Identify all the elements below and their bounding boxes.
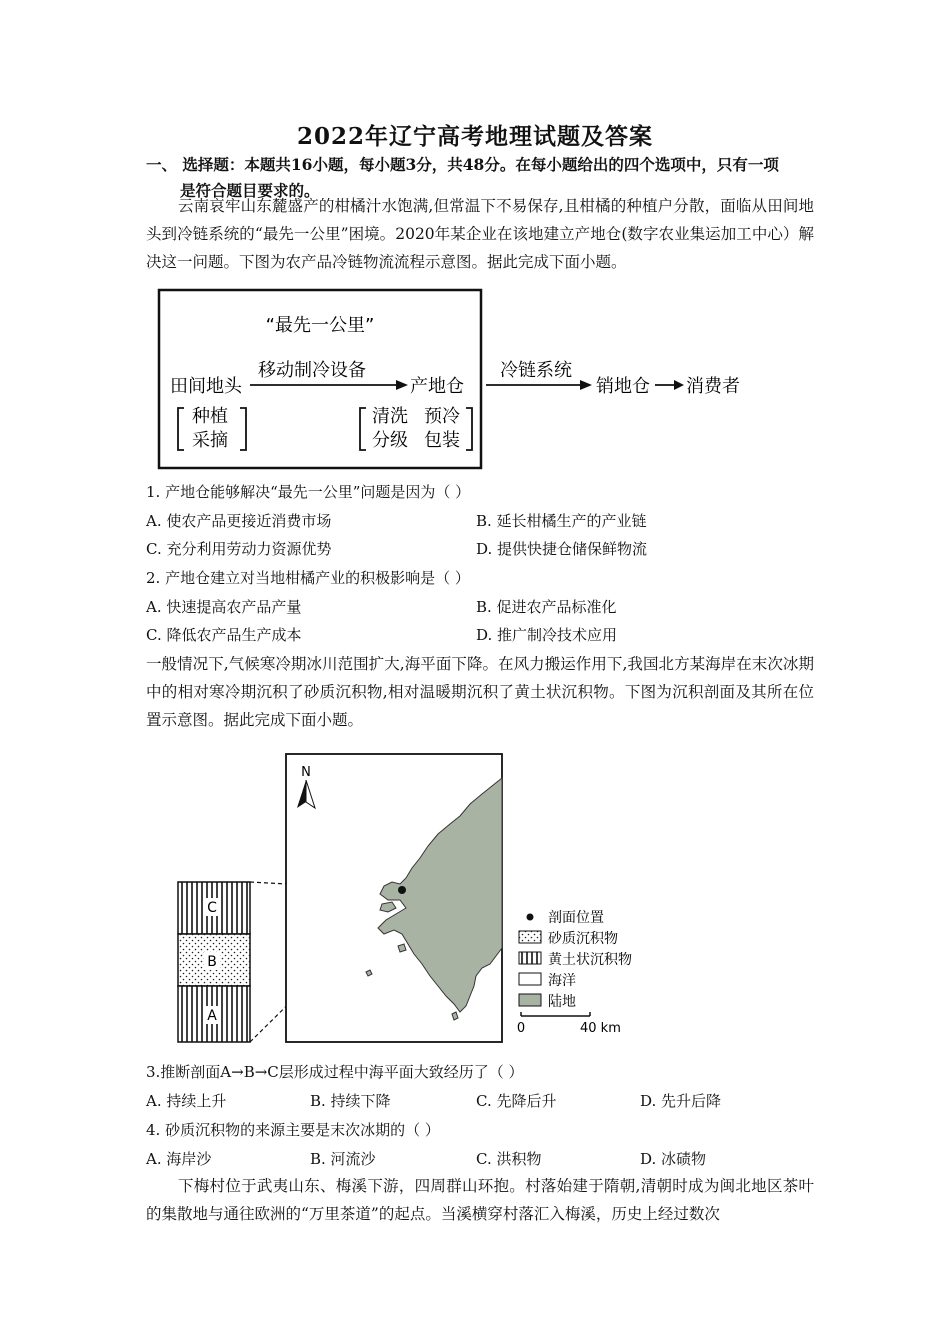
flow-first-mile: “最先一公里”	[265, 315, 375, 336]
layer-a-label: A	[207, 1008, 217, 1024]
flow-wash: 清洗	[372, 406, 408, 427]
q2-stem: 2. 产地仓建立对当地柑橘产业的积极影响是（ ）	[146, 569, 470, 587]
flow-field: 田间地头	[170, 376, 242, 397]
q3-option-a: A. 持续上升	[146, 1092, 227, 1110]
q4-stem: 4. 砂质沉积物的来源主要是末次冰期的（ ）	[146, 1121, 440, 1139]
page-title: 2022年辽宁高考地理试题及答案	[296, 123, 653, 150]
q4-option-a: A. 海岸沙	[146, 1150, 212, 1168]
section-heading-line2: 是符合题目要求的。	[180, 181, 320, 200]
flow-pack: 包装	[424, 430, 460, 451]
flow-picking: 采摘	[192, 430, 228, 451]
q4-option-c: C. 洪积物	[476, 1150, 542, 1168]
section-location-dot	[398, 886, 406, 894]
flow-origin-warehouse: 产地仓	[410, 376, 464, 397]
q1-option-c: C. 充分利用劳动力资源优势	[146, 540, 332, 558]
q2-option-c: C. 降低农产品生产成本	[146, 626, 302, 644]
q3-option-c: C. 先降后升	[476, 1092, 557, 1110]
cold-chain-flowchart	[150, 284, 770, 474]
q3-option-b: B. 持续下降	[310, 1092, 391, 1110]
legend-sea-swatch	[519, 973, 541, 985]
q3-option-d: D. 先升后降	[640, 1092, 722, 1110]
intro-paragraph-sediment: 一般情况下,气候寒冷期冰川范围扩大,海平面下降。在风力搬运作用下,我国北方某海岸在末次冰期中的相对寒冷期沉积了砂质沉积物,相对温暖期沉积了黄土状沉积物。下图为沉积剖面及其所在位置示意图。据此完成下面小题。	[146, 655, 814, 729]
flow-sales-warehouse: 销地仓	[596, 376, 650, 397]
layer-b-label: B	[207, 954, 217, 970]
legend-loess: 黄土状沉积物	[548, 952, 632, 968]
sediment-map-figure	[170, 750, 670, 1046]
legend-section-location: 剖面位置	[548, 910, 604, 926]
north-label: N	[301, 765, 311, 780]
q1-option-b: B. 延长柑橘生产的产业链	[476, 512, 647, 530]
flow-grade: 分级	[372, 430, 408, 451]
legend-loess-swatch	[519, 952, 541, 964]
legend-dot-icon	[527, 914, 534, 921]
layer-c-label: C	[207, 900, 217, 916]
q3-stem: 3.推断剖面A→B→C层形成过程中海平面大致经历了（ ）	[146, 1063, 524, 1081]
legend-sand: 砂质沉积物	[548, 931, 618, 947]
flow-device: 移动制冷设备	[258, 360, 366, 381]
q4-option-d: D. 冰碛物	[640, 1150, 707, 1168]
intro-paragraph-citrus: 云南哀牢山东麓盛产的柑橘汁水饱满,但常温下不易保存,且柑橘的种植户分散，面临从田间地头到冷链系统的“最先一公里”困境。2020年某企业在该地建立产地仓(数字农业集运加工中心）解决这一问题。下图为农产品冷链物流流程示意图。据此完成下面小题。	[146, 197, 814, 271]
flow-precool: 预冷	[424, 406, 460, 427]
legend-sea: 海洋	[548, 973, 576, 989]
q1-stem: 1. 产地仓能够解决“最先一公里”问题是因为（ ）	[146, 483, 471, 501]
flow-planting: 种植	[192, 406, 228, 427]
q4-option-b: B. 河流沙	[310, 1150, 376, 1168]
legend-sand-swatch	[519, 931, 541, 943]
legend-land: 陆地	[548, 994, 576, 1010]
q2-option-b: B. 促进农产品标准化	[476, 598, 617, 616]
q1-option-a: A. 使农产品更接近消费市场	[146, 512, 332, 530]
q2-option-a: A. 快速提高农产品产量	[146, 598, 302, 616]
scale-distance: 40 km	[580, 1021, 621, 1036]
legend-land-swatch	[519, 994, 541, 1006]
q1-option-d: D. 提供快捷仓储保鲜物流	[476, 540, 648, 558]
flow-coldchain: 冷链系统	[500, 360, 572, 381]
section-heading-line1: 一、 选择题：本题共16小题，每小题3分，共48分。在每小题给出的四个选项中，只有一项	[146, 155, 779, 174]
flow-consumer: 消费者	[686, 376, 740, 397]
intro-paragraph-village: 下梅村位于武夷山东、梅溪下游，四周群山环抱。村落始建于隋朝,清朝时成为闽北地区茶叶的集散地与通往欧洲的“万里茶道”的起点。当溪横穿村落汇入梅溪，历史上经过数次	[146, 1177, 814, 1223]
q2-option-d: D. 推广制冷技术应用	[476, 626, 618, 644]
scale-zero: 0	[516, 1021, 526, 1036]
